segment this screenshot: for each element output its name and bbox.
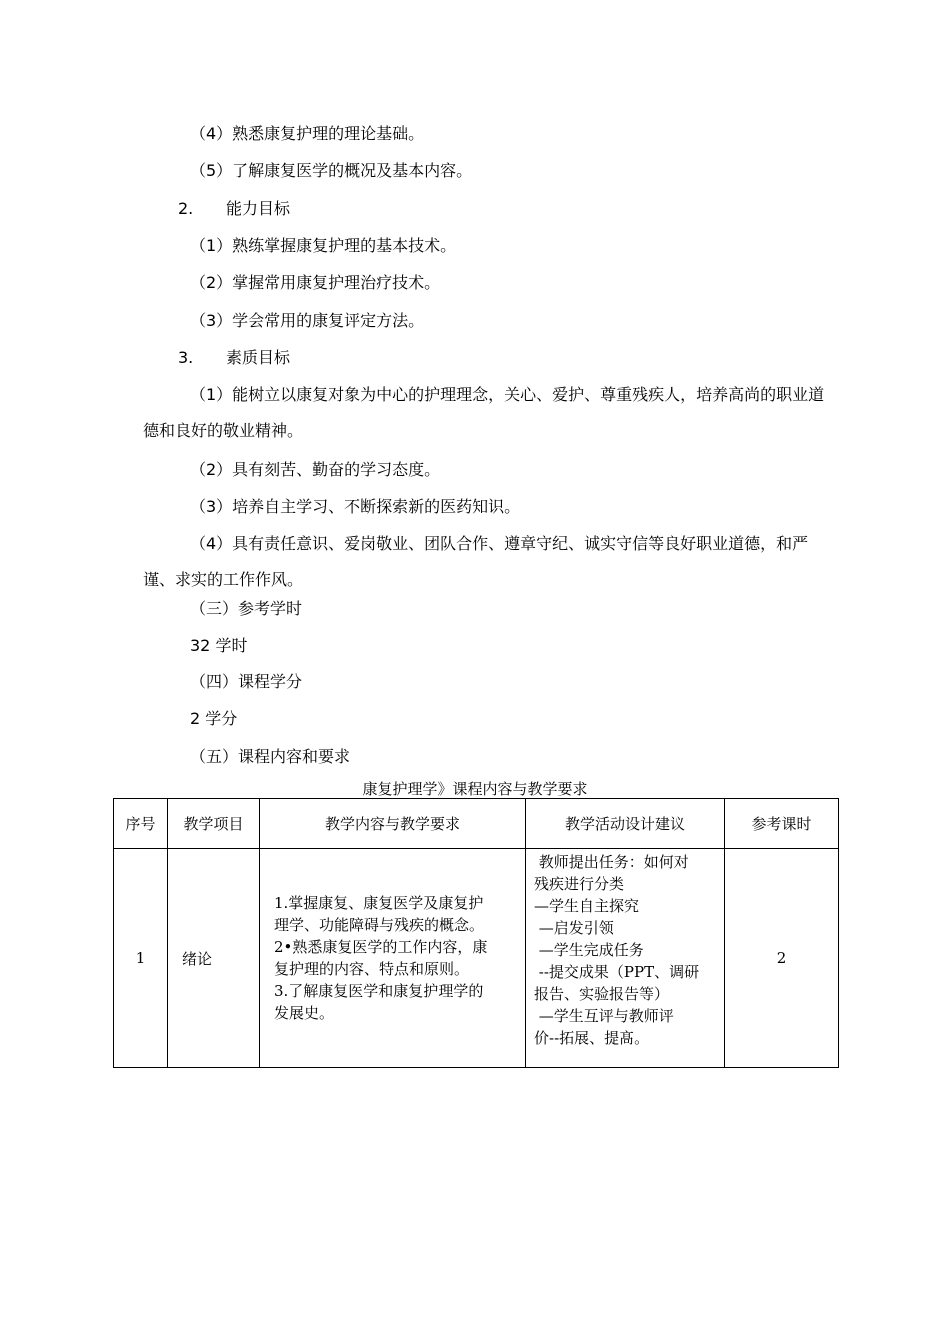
header-requirements: 教学内容与教学要求 [260,799,526,849]
activity-line: 报告、实验报告等） [534,985,670,1003]
activity-line: --提交成果（PPT、调研 [534,963,700,981]
credits-value: 2 学分 [190,709,238,728]
ability-heading [178,198,290,220]
table-row [114,849,839,1068]
quality-item-3: （3）培养自主学习、不断探索新的医药知识。 [190,497,521,516]
quality-item-4: （4）具有责任意识、爱岗敬业、团队合作、遵章守纪、诚实守信等良好职业道德，和严谨、求实的工作作风。 [143,534,809,589]
quality-item-2: （2）具有刻苦、勤奋的学习态度。 [190,460,441,479]
table-caption: 康复护理学》课程内容与教学要求 [362,780,588,798]
content-heading: （五）课程内容和要求 [190,747,351,766]
requirement-line: 发展史。 [274,1004,335,1022]
quality-title: 素质目标 [226,348,291,367]
knowledge-item-4: （4）熟悉康复护理的理论基础。 [190,124,425,143]
quality-heading [178,347,290,369]
quality-item-1: （1）能树立以康复对象为中心的护理理念，关心、爱护、尊重残疾人，培养高尚的职业道德和良好的敬业精神。 [143,385,825,440]
table-header-row [114,799,839,849]
activity-line: —学生互评与教师评 [534,1007,674,1025]
ability-item-1: （1）熟练掌握康复护理的基本技术。 [190,236,457,255]
requirement-line: 理学、功能障碍与残疾的概念。 [274,916,485,934]
requirement-line: 3.了解康复医学和康复护理学的 [274,982,484,1000]
credits-heading: （四）课程学分 [190,672,303,691]
header-hours: 参考课时 [725,799,839,849]
quality-number: 3. [178,348,194,367]
ability-item-2: （2）掌握常用康复护理治疗技术。 [190,273,441,292]
activity-line: —学生完成任务 [534,941,644,959]
row-activities [526,849,725,1068]
activity-line: —学生自主探究 [534,897,640,915]
header-activities: 教学活动设计建议 [526,799,725,849]
requirement-line: 复护理的内容、特点和原则。 [274,960,470,978]
hours-heading: （三）参考学时 [190,599,303,618]
row-no: 1 [114,849,168,1068]
row-project: 绪论 [168,849,260,1068]
ability-item-3: （3）学会常用的康复评定方法。 [190,311,425,330]
course-content-table [113,798,839,1068]
activity-line: —启发引领 [534,919,614,937]
hours-value: 32 学时 [190,636,248,655]
header-project: 教学项目 [168,799,260,849]
knowledge-item-5: （5）了解康复医学的概况及基本内容。 [190,161,473,180]
row-hours: 2 [725,849,839,1068]
activity-line: 残疾进行分类 [534,875,625,893]
activity-line: 教师提出任务：如何对 [534,853,689,871]
requirement-line: 2•熟悉康复医学的工作内容，康 [274,938,488,956]
header-no: 序号 [114,799,168,849]
requirement-line: 1.掌握康复、康复医学及康复护 [274,894,484,912]
ability-number: 2. [178,199,194,218]
row-requirements [260,849,526,1068]
ability-title: 能力目标 [226,199,291,218]
activity-line: 价--拓展、提髙。 [534,1029,650,1047]
